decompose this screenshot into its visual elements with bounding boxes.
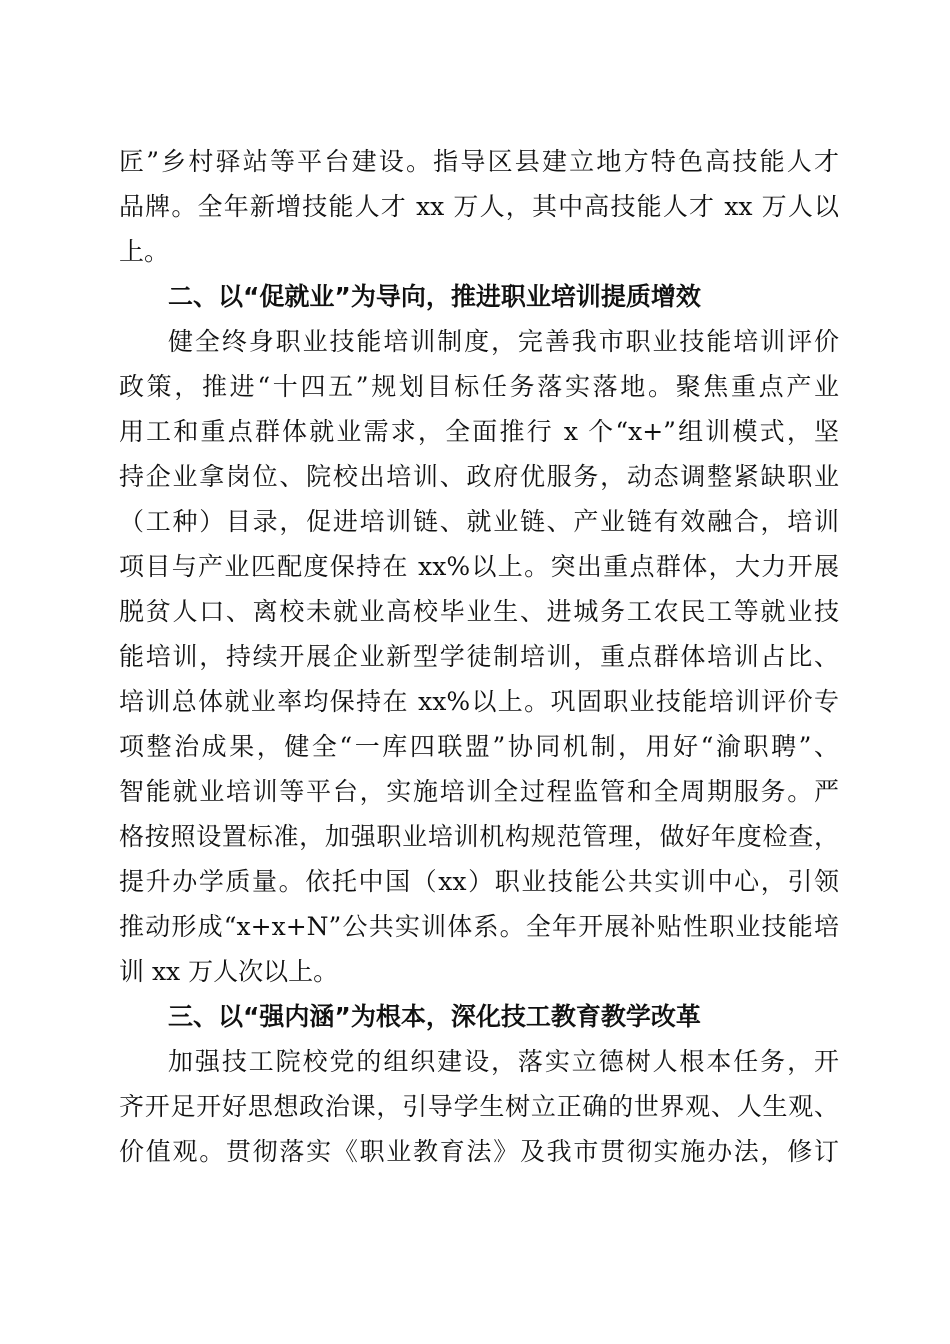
paragraph-line: 智能就业培训等平台，实施培训全过程监管和全周期服务。严 [119,777,839,806]
paragraph-line: （工种）目录，促进培训链、就业链、产业链有效融合，培训 [119,507,839,536]
paragraph-line: 政策，推进“十四五”规划目标任务落实落地。聚焦重点产业 [119,372,839,401]
paragraph-line: 价值观。贯彻落实《职业教育法》及我市贯彻实施办法，修订 [119,1137,839,1166]
paragraph-line: 匠”乡村驿站等平台建设。指导区县建立地方特色高技能人才 [119,147,839,176]
paragraph-line: 推动形成“x+x+N”公共实训体系。全年开展补贴性职业技能培 [119,912,839,941]
paragraph-line: 项目与产业匹配度保持在 xx%以上。突出重点群体，大力开展 [119,552,839,581]
paragraph-line: 脱贫人口、离校未就业高校毕业生、进城务工农民工等就业技 [119,597,839,626]
paragraph-line: 格按照设置标准，加强职业培训机构规范管理，做好年度检查， [119,822,839,851]
section-heading: 二、以“促就业”为导向，推进职业培训提质增效 [168,282,701,311]
paragraph-line: 齐开足开好思想政治课，引导学生树立正确的世界观、人生观、 [119,1092,839,1121]
paragraph-line: 提升办学质量。依托中国（xx）职业技能公共实训中心，引领 [119,867,839,896]
paragraph-line: 项整治成果，健全“一库四联盟”协同机制，用好“渝职聘”、 [119,732,839,761]
section-heading: 三、以“强内涵”为根本，深化技工教育教学改革 [168,1002,701,1031]
paragraph-line: 加强技工院校党的组织建设，落实立德树人根本任务，开 [168,1047,839,1076]
paragraph-line: 用工和重点群体就业需求，全面推行 x 个“x+”组训模式，坚 [119,417,839,446]
paragraph-line: 训 xx 万人次以上。 [119,957,339,986]
paragraph-line: 持企业拿岗位、院校出培训、政府优服务，动态调整紧缺职业 [119,462,839,491]
paragraph-line: 品牌。全年新增技能人才 xx 万人，其中高技能人才 xx 万人以 [119,192,839,221]
paragraph-line: 能培训，持续开展企业新型学徒制培训，重点群体培训占比、 [119,642,839,671]
paragraph-line: 健全终身职业技能培训制度，完善我市职业技能培训评价 [168,327,839,356]
paragraph-line: 培训总体就业率均保持在 xx%以上。巩固职业技能培训评价专 [119,687,839,716]
paragraph-line: 上。 [119,237,170,266]
